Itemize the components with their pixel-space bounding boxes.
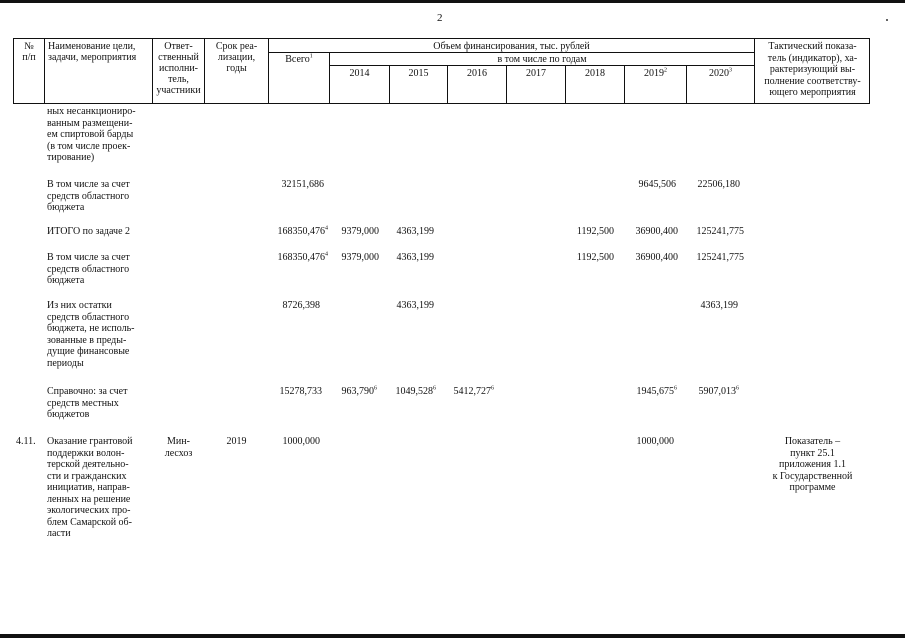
row-1-total: 32151,686 (281, 179, 324, 190)
row-2-2014: 9379,000 (341, 226, 379, 237)
row-6-responsible: Мин- лесхоз (164, 436, 193, 459)
header-year-2017: 2017 (526, 68, 546, 79)
row-5-2016: 5412,727$^6$ (453, 385, 494, 397)
row-5-2020: 5907,013$^6$ (698, 385, 739, 397)
bottom-border (0, 634, 905, 638)
header-year-2015: 2015 (408, 68, 429, 79)
row-6-name: Оказание грантовой поддержки волон- терской деятельно- сти и гражданских инициатив, направ- ленных на решение экологических про- блем Самарской об- ласти (47, 436, 133, 539)
row-3-2018: 1192,500 (576, 252, 614, 263)
row-4-2015: 4363,199 (396, 300, 434, 311)
row-2-total: 168350,476$^4$ (277, 225, 328, 237)
header-year-2018: 2018 (585, 68, 605, 79)
row-5-2014: 963,790$^6$ (341, 385, 377, 397)
row-3-2015: 4363,199 (396, 252, 434, 263)
row-4-total: 8726,398 (282, 300, 320, 311)
top-border (0, 0, 905, 3)
row-4-name: Из них остатки средств областного бюджета, не исполь- зованные в преды- дущие финансовые периоды (47, 300, 135, 369)
row-5-2019: 1945,675$^6$ (636, 385, 677, 397)
row-5-2015: 1049,528$^6$ (395, 385, 436, 397)
header-responsible: Ответ- ственный исполни- тель, участники (156, 41, 201, 96)
row-2-name: ИТОГО по задаче 2 (47, 226, 131, 237)
row-3-total: 168350,476$^4$ (277, 251, 328, 263)
row-6-total: 1000,000 (282, 436, 320, 447)
row-6-num: 4.11. (16, 436, 36, 447)
row-2-2019: 36900,400 (635, 226, 678, 237)
header-term: Срок реа- лизации, годы (215, 41, 258, 74)
row-4-2020: 4363,199 (700, 300, 738, 311)
header-year-2016: 2016 (467, 68, 487, 79)
row-3-2014: 9379,000 (341, 252, 379, 263)
row-6-indicator: Показатель – пункт 25.1 приложения 1.1 к Государственной программе (772, 436, 853, 493)
header-name: Наименование цели, задачи, мероприятия (48, 41, 137, 63)
row-3-2019: 36900,400 (635, 252, 678, 263)
header-financing: Объем финансирования, тыс. рублей (433, 41, 590, 52)
header-year-2020: 2020$^3$ (709, 67, 732, 79)
header-year-2019: 2019$^2$ (644, 67, 667, 79)
header-indicator: Тактический показа- тель (индикатор), ха- рактеризующий вы- полнение соответству- ющего мероприятия (764, 41, 861, 98)
row-6-2019: 1000,000 (636, 436, 674, 447)
page-number: 2 (437, 12, 443, 24)
row-1-2020: 22506,180 (697, 179, 740, 190)
row-3-name: В том числе за счет средств областного бюджета (47, 252, 130, 286)
row-5-total: 15278,733 (279, 386, 322, 397)
row-3-2020: 125241,775 (696, 252, 744, 263)
header-year-2014: 2014 (349, 68, 370, 79)
row-6-term: 2019 (226, 436, 247, 447)
row-2-2018: 1192,500 (576, 226, 614, 237)
row-1-name: В том числе за счет средств областного бюджета (47, 179, 130, 213)
row-0-name: ных несанкциониро- ванным размещени- ем спиртовой барды (в том числе проек- тирование) (47, 106, 136, 163)
row-2-2020: 125241,775 (696, 226, 744, 237)
scan-dot (886, 19, 888, 21)
row-1-2019: 9645,506 (638, 179, 676, 190)
row-5-name: Справочно: за счет средств местных бюджетов (47, 386, 128, 420)
header-num: № п/п (22, 41, 36, 63)
header-total: Всего$^1$ (285, 53, 313, 65)
header-by-years: в том числе по годам (497, 54, 587, 65)
row-2-2015: 4363,199 (396, 226, 434, 237)
